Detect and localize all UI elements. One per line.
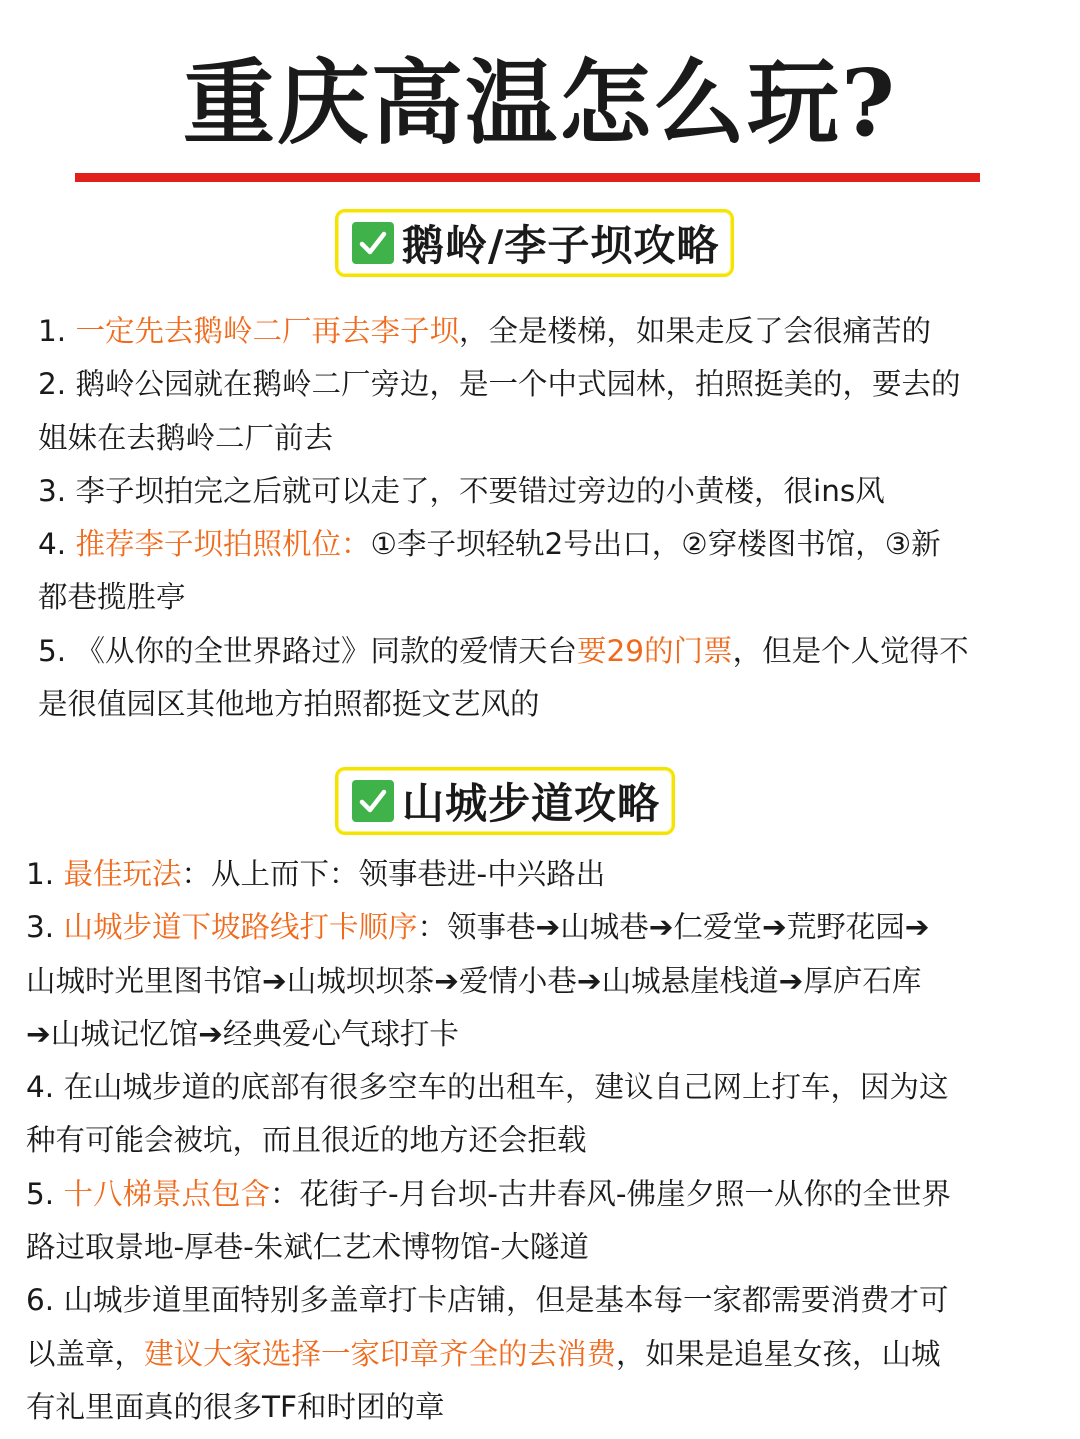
body-text: 1. — [38, 314, 76, 348]
section-header-eling — [335, 209, 734, 277]
body-text: 有礼里面真的很多TF和时团的章 — [26, 1389, 445, 1424]
list-line — [26, 1221, 1080, 1274]
list-line — [26, 848, 1080, 901]
list-line — [26, 901, 1080, 954]
section-header-shancheng — [335, 767, 675, 835]
list-line — [38, 465, 1080, 518]
highlight-text: 一定先去鹅岭二厂再去李子坝 — [75, 314, 460, 348]
list-line — [38, 518, 1080, 571]
highlight-text: 要29的门票 — [577, 633, 733, 668]
body-text: ：花街子-月台坝-古井春风-佛崖夕照一从你的全世界 — [270, 1176, 951, 1211]
list-line — [26, 1061, 1080, 1114]
list-line — [26, 955, 1080, 1008]
list-line — [38, 678, 1080, 731]
list-line — [38, 305, 1080, 358]
body-text: 5. — [26, 1176, 64, 1211]
body-text: 姐妹在去鹅岭二厂前去 — [38, 420, 334, 455]
body-text: 1. — [26, 857, 64, 891]
list-line — [26, 1328, 1080, 1381]
title-divider — [75, 173, 980, 182]
body-text: 是很值园区其他地方拍照都挺文艺风的 — [38, 687, 540, 722]
list-line — [38, 358, 1080, 411]
body-text: ：领事巷➔山城巷➔仁爱堂➔荒野花园➔ — [417, 910, 930, 945]
body-text: 种有可能会被坑，而且很近的地方还会拒载 — [26, 1123, 587, 1158]
body-text: 山城时光里图书馆➔山城坝坝茶➔爱情小巷➔山城悬崖栈道➔厚庐石库 — [26, 963, 922, 998]
body-text: 6. 山城步道里面特别多盖章打卡店铺，但是基本每一家都需要消费才可 — [26, 1283, 949, 1318]
list-line — [26, 1381, 1080, 1434]
section-list-shancheng — [26, 848, 1080, 1434]
body-text: ，全是楼梯，如果走反了会很痛苦的 — [459, 314, 932, 348]
body-text: ，但是个人觉得不 — [732, 633, 969, 668]
section-title: 山城步道攻略 — [402, 779, 661, 828]
section-list-eling — [38, 305, 1080, 731]
body-text: ，如果是追星女孩，山城 — [616, 1336, 941, 1371]
body-text: ➔山城记忆馆➔经典爱心气球打卡 — [26, 1016, 459, 1051]
list-line — [38, 412, 1080, 465]
body-text: 3. — [26, 910, 64, 945]
check-mark-icon — [352, 222, 394, 264]
list-line — [26, 1168, 1080, 1221]
highlight-text: 推荐李子坝拍照机位： — [75, 527, 371, 562]
list-line — [26, 1008, 1080, 1061]
body-text: 都巷揽胜亭 — [38, 580, 186, 615]
highlight-text: 十八梯景点包含 — [63, 1176, 271, 1211]
body-text: ：从上而下：领事巷进-中兴路出 — [181, 857, 606, 891]
section-title: 鹅岭/李子坝攻略 — [402, 221, 720, 270]
list-line — [26, 1114, 1080, 1167]
list-line — [38, 571, 1080, 624]
check-mark-icon — [352, 780, 394, 822]
body-text: ①李子坝轻轨2号出口，②穿楼图书馆，③新 — [370, 527, 941, 562]
list-line — [38, 625, 1080, 678]
page-title: 重庆高温怎么玩? — [183, 49, 897, 157]
body-text: 4. 在山城步道的底部有很多空车的出租车，建议自己网上打车，因为这 — [26, 1070, 949, 1105]
body-text: 5. 《从你的全世界路过》同款的爱情天台 — [38, 633, 578, 668]
highlight-text: 山城步道下坡路线打卡顺序 — [63, 910, 418, 945]
body-text: 3. 李子坝拍完之后就可以走了，不要错过旁边的小黄楼，很ins风 — [38, 473, 885, 508]
body-text: 4. — [38, 527, 76, 562]
list-line — [26, 1274, 1080, 1327]
highlight-text: 最佳玩法 — [63, 857, 182, 891]
body-text: 路过取景地-厚巷-朱斌仁艺术博物馆-大隧道 — [26, 1230, 589, 1265]
body-text: 2. 鹅岭公园就在鹅岭二厂旁边，是一个中式园林，拍照挺美的，要去的 — [38, 367, 961, 402]
body-text: 以盖章， — [26, 1336, 145, 1371]
highlight-text: 建议大家选择一家印章齐全的去消费 — [144, 1336, 617, 1371]
